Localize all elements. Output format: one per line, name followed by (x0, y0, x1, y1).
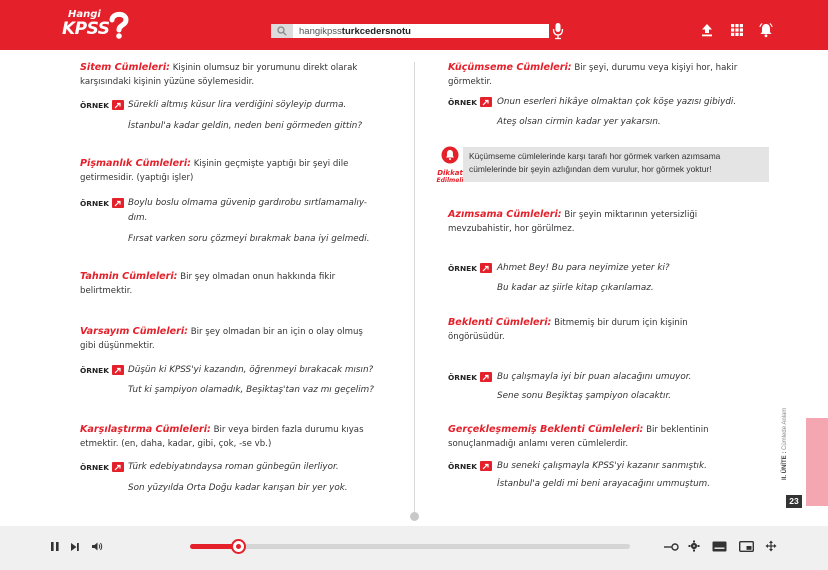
example-label: ÖRNEK (448, 263, 492, 273)
arrow-icon (480, 263, 492, 273)
tahmin-definition: Tahmin Cümleleri: Bir şey olmadan onun hakkında fikir belirtmektir. (80, 271, 336, 296)
captions-icon[interactable] (712, 541, 727, 552)
example-label: ÖRNEK (80, 462, 124, 472)
example-sentence: Tut ki şampiyon olamadık, Beşiktaş'tan vaz mı geçelim? (128, 385, 374, 395)
attention-sublabel: Edilmeli (436, 177, 464, 184)
alert-icon (441, 146, 459, 164)
example-label: ÖRNEK (448, 97, 492, 107)
example-label: ÖRNEK (448, 372, 492, 382)
arrow-icon (480, 372, 492, 382)
example-label: ÖRNEK (80, 198, 124, 208)
gerceklesmemis-beklenti-definition: Gerçekleşmemiş Beklenti Cümleleri: Bir beklentinin sonuçlanmadığı anlamı veren cümlelerdir. (448, 424, 709, 449)
example-sentence: Düşün ki KPSS'yi kazandın, öğrenmeyi bırakacak mısın? (128, 365, 374, 375)
pismanlik-definition: Pişmanlık Cümleleri: Kişinin geçmişte yaptığı bir şeyi dile getirmesidir. (yaptığı işler) (80, 158, 349, 183)
search-text[interactable]: hangikpssturkcedersnotu (299, 25, 411, 37)
microphone-icon[interactable] (552, 22, 564, 40)
sitem-definition: Sitem Cümleleri: Kişinin olumsuz bir yorumunu direkt olarak karşısındaki kişinin yüzüne söylemesidir. (80, 62, 358, 87)
example-sentence: Bu seneki çalışmayla KPSS'yi kazanır sanmıştık. (497, 461, 707, 471)
example-sentence: Sene sonu Beşiktaş şampiyon olacaktır. (497, 391, 672, 401)
fullscreen-icon[interactable] (765, 540, 777, 552)
example-sentence: İstanbul'a kadar geldin, neden beni görmeden gittin? (128, 121, 363, 131)
logo-line1: Hangi (68, 9, 101, 20)
logo-line2: KPSS (62, 19, 110, 39)
volume-icon[interactable] (91, 541, 103, 552)
grid-icon[interactable] (729, 22, 745, 38)
next-icon[interactable] (70, 542, 80, 552)
example-label: ÖRNEK (80, 100, 124, 110)
arrow-icon (480, 461, 492, 471)
settings-icon[interactable] (688, 540, 700, 552)
arrow-icon (112, 198, 124, 208)
example-sentence: Son yüzyılda Orta Doğu kadar karışan bir yer yok. (128, 483, 348, 493)
arrow-icon (112, 462, 124, 472)
karsilastirma-definition: Karşılaştırma Cümleleri: Bir veya birden fazla durumu kıyas etmektir. (en, daha, kadar, gibi, çok, -se vb.) (80, 424, 364, 449)
azimsama-definition: Azımsama Cümleleri: Bir şeyin miktarının yetersizliği mevzubahistir, hor görülmez. (448, 209, 698, 234)
search-icon[interactable] (271, 24, 293, 38)
varsayim-definition: Varsayım Cümleleri: Bir şey olmadan bir an için o olay olmuş gibi düşünmektir. (80, 326, 363, 351)
logo-question-mark-icon (108, 11, 130, 39)
arrow-icon (112, 100, 124, 110)
page-number: 23 (786, 495, 802, 508)
arrow-icon (480, 97, 492, 107)
unit-label: II. ÜNİTE : Cümlede Anlam (782, 407, 788, 480)
example-sentence: Ahmet Bey! Bu para neyimize yeter ki? (497, 263, 670, 273)
search-bar[interactable] (271, 24, 549, 38)
picture-in-picture-icon[interactable] (739, 541, 754, 552)
example-sentence: dım. (128, 213, 148, 223)
example-sentence: Bu çalışmayla iyi bir puan alacağını umuyor. (497, 372, 692, 382)
arrow-icon (112, 365, 124, 375)
speed-icon[interactable] (663, 542, 679, 552)
attention-label: Dikkat (437, 169, 463, 177)
bell-icon[interactable] (758, 22, 774, 38)
pause-icon[interactable] (50, 541, 60, 552)
example-sentence: Fırsat varken soru çözmeyi bırakmak bana iyi gelmedi. (128, 234, 370, 244)
attention-note: Küçümseme cümlelerinde karşı tarafı hor görmek varken azımsama cümlelerinde bir şeyin azlığından dem vurulur, hor görmek yoktur! (463, 147, 769, 182)
example-sentence: Türk edebiyatındaysa roman günbegün ilerliyor. (128, 462, 339, 472)
example-sentence: Onun eserleri hikâye olmaktan çok köşe yazısı gibiydi. (497, 97, 737, 107)
kucumseme-definition: Küçümseme Cümleleri: Bir şeyi, durumu veya kişiyi hor, hakir görmektir. (448, 62, 738, 87)
upload-icon[interactable] (699, 22, 715, 38)
logo[interactable] (62, 9, 132, 43)
page-divider-dot (410, 512, 419, 521)
example-sentence: Bu kadar az şiirle kitap çıkarılamaz. (497, 283, 654, 293)
beklenti-definition: Beklenti Cümleleri: Bitmemiş bir durum için kişinin öngörüsüdür. (448, 317, 688, 342)
example-sentence: Ateş olsan cirmin kadar yer yakarsın. (497, 117, 661, 127)
example-label: ÖRNEK (448, 461, 492, 471)
example-sentence: Sürekli altmış küsur lira verdiğini söyleyip durma. (128, 100, 347, 110)
column-divider (414, 62, 415, 515)
example-sentence: Boylu boslu olmama güvenip gardırobu sırtlamamalıy- (128, 198, 367, 208)
example-label: ÖRNEK (80, 365, 124, 375)
page-side-band (806, 418, 828, 506)
progress-bar[interactable] (190, 544, 630, 549)
example-sentence: İstanbul'a geldi mi beni arayacağını ummuştum. (497, 479, 711, 489)
